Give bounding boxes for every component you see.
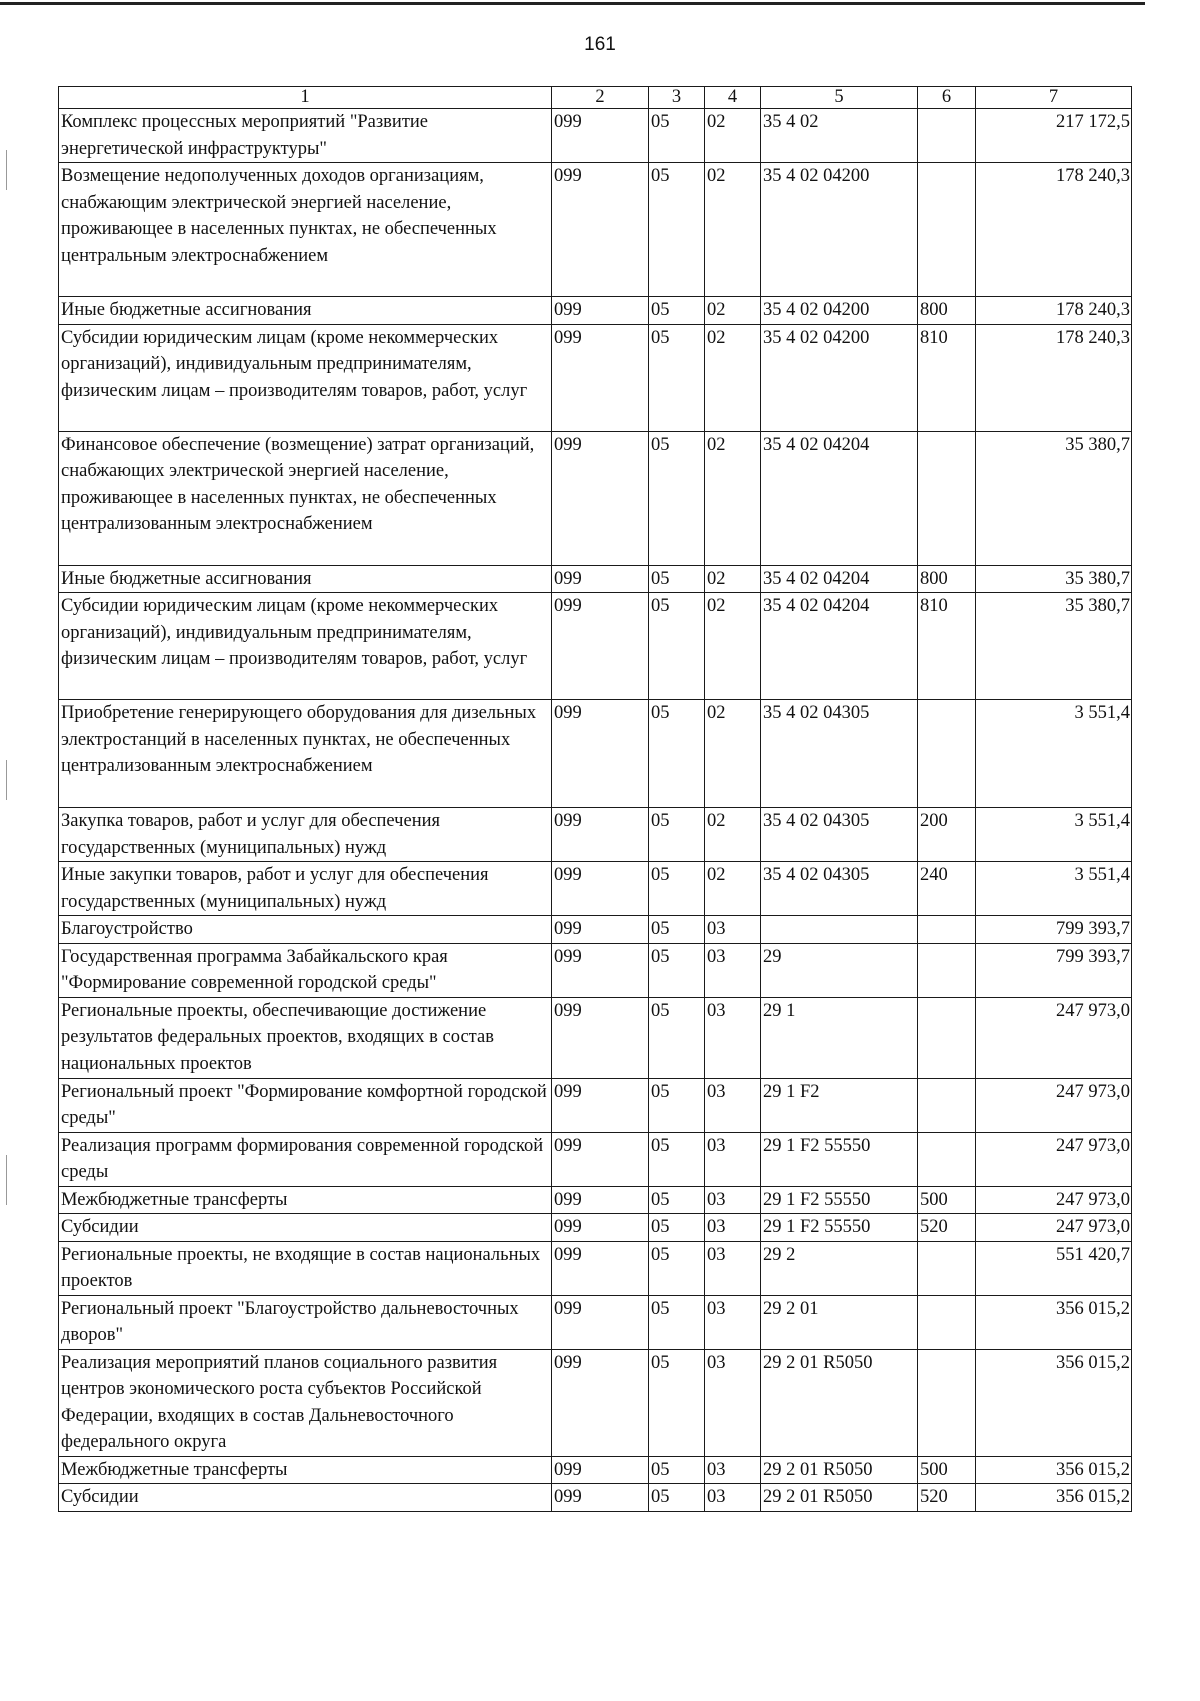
row-name-cell: Иные закупки товаров, работ и услуг для обеспечения государственных (муниципальных) нужд — [59, 862, 552, 916]
row-subsection-cell: 02 — [705, 565, 761, 593]
row-subsection-cell: 03 — [705, 997, 761, 1078]
row-amount-cell: 356 015,2 — [976, 1484, 1132, 1512]
table-row — [59, 431, 1132, 565]
row-name-cell: Субсидии юридическим лицам (кроме некоммерческих организаций), индивидуальным предпринимателям, физическим лицам – производителям товаров, работ, услуг — [59, 324, 552, 431]
row-name-cell: Реализация мероприятий планов социального развития центров экономического роста субъектов Российской Федерации, входящих в состав Дальневосточного федерального округа — [59, 1349, 552, 1456]
row-amount-cell: 356 015,2 — [976, 1295, 1132, 1349]
row-name-cell: Возмещение недополученных доходов организациям, снабжающим электрической энергией население, проживающее в населенных пунктах, не обеспеченных центральным электроснабжением — [59, 163, 552, 297]
row-amount-cell: 551 420,7 — [976, 1241, 1132, 1295]
row-section-cell: 05 — [649, 297, 705, 325]
row-name-cell: Региональные проекты, не входящие в состав национальных проектов — [59, 1241, 552, 1295]
row-code-cell: 099 — [552, 593, 649, 700]
row-name-cell: Субсидии — [59, 1214, 552, 1242]
row-section-cell: 05 — [649, 943, 705, 997]
row-target-article-cell: 35 4 02 04305 — [761, 700, 918, 808]
table-row — [59, 1241, 1132, 1295]
row-amount-cell: 35 380,7 — [976, 565, 1132, 593]
row-expense-type-cell — [918, 1349, 976, 1456]
row-code-cell: 099 — [552, 700, 649, 808]
row-target-article-cell: 29 2 01 — [761, 1295, 918, 1349]
row-target-article-cell: 29 — [761, 943, 918, 997]
row-subsection-cell: 03 — [705, 1186, 761, 1214]
row-target-article-cell: 29 1 F2 — [761, 1078, 918, 1132]
column-header: 6 — [918, 87, 976, 109]
column-header: 1 — [59, 87, 552, 109]
table-row — [59, 324, 1132, 431]
row-name-cell: Региональный проект "Благоустройство дальневосточных дворов" — [59, 1295, 552, 1349]
row-amount-cell: 247 973,0 — [976, 1132, 1132, 1186]
row-subsection-cell: 03 — [705, 1214, 761, 1242]
row-subsection-cell: 02 — [705, 808, 761, 862]
row-expense-type-cell: 500 — [918, 1456, 976, 1484]
row-target-article-cell: 29 2 01 R5050 — [761, 1484, 918, 1512]
column-header: 4 — [705, 87, 761, 109]
row-section-cell: 05 — [649, 324, 705, 431]
row-expense-type-cell — [918, 997, 976, 1078]
row-target-article-cell: 35 4 02 04200 — [761, 297, 918, 325]
row-section-cell: 05 — [649, 431, 705, 565]
column-header: 7 — [976, 87, 1132, 109]
scan-margin-mark — [6, 1155, 7, 1205]
row-subsection-cell: 02 — [705, 297, 761, 325]
row-subsection-cell: 03 — [705, 916, 761, 944]
row-target-article-cell: 29 2 01 R5050 — [761, 1349, 918, 1456]
row-subsection-cell: 02 — [705, 431, 761, 565]
row-name-cell: Межбюджетные трансферты — [59, 1456, 552, 1484]
row-target-article-cell: 29 2 — [761, 1241, 918, 1295]
row-expense-type-cell: 520 — [918, 1484, 976, 1512]
row-amount-cell: 178 240,3 — [976, 297, 1132, 325]
row-code-cell: 099 — [552, 808, 649, 862]
row-section-cell: 05 — [649, 916, 705, 944]
row-target-article-cell: 35 4 02 04204 — [761, 565, 918, 593]
row-expense-type-cell — [918, 1078, 976, 1132]
row-expense-type-cell — [918, 1295, 976, 1349]
column-header: 2 — [552, 87, 649, 109]
row-name-cell: Иные бюджетные ассигнования — [59, 565, 552, 593]
row-subsection-cell: 03 — [705, 1484, 761, 1512]
table-row — [59, 1132, 1132, 1186]
row-name-cell: Региональный проект "Формирование комфортной городской среды" — [59, 1078, 552, 1132]
row-subsection-cell: 02 — [705, 593, 761, 700]
table-row — [59, 297, 1132, 325]
row-code-cell: 099 — [552, 431, 649, 565]
row-code-cell: 099 — [552, 916, 649, 944]
row-expense-type-cell — [918, 431, 976, 565]
row-section-cell: 05 — [649, 997, 705, 1078]
row-name-cell: Межбюджетные трансферты — [59, 1186, 552, 1214]
row-code-cell: 099 — [552, 1186, 649, 1214]
row-target-article-cell — [761, 916, 918, 944]
column-header: 3 — [649, 87, 705, 109]
row-name-cell: Финансовое обеспечение (возмещение) затрат организаций, снабжающих электрической энергией население, проживающее в населенных пунктах, не обеспеченных централизованным электроснабжением — [59, 431, 552, 565]
row-target-article-cell: 29 1 F2 55550 — [761, 1186, 918, 1214]
table-row — [59, 109, 1132, 163]
row-subsection-cell: 03 — [705, 1456, 761, 1484]
table-header-row — [59, 87, 1132, 109]
row-code-cell: 099 — [552, 1214, 649, 1242]
row-section-cell: 05 — [649, 593, 705, 700]
row-subsection-cell: 02 — [705, 862, 761, 916]
row-amount-cell: 356 015,2 — [976, 1456, 1132, 1484]
row-subsection-cell: 03 — [705, 943, 761, 997]
row-section-cell: 05 — [649, 1078, 705, 1132]
row-section-cell: 05 — [649, 1349, 705, 1456]
table-row — [59, 163, 1132, 297]
row-amount-cell: 3 551,4 — [976, 808, 1132, 862]
row-expense-type-cell: 810 — [918, 324, 976, 431]
row-expense-type-cell — [918, 700, 976, 808]
table-row — [59, 1349, 1132, 1456]
row-subsection-cell: 02 — [705, 700, 761, 808]
row-target-article-cell: 35 4 02 04200 — [761, 163, 918, 297]
row-name-cell: Благоустройство — [59, 916, 552, 944]
row-subsection-cell: 03 — [705, 1295, 761, 1349]
row-subsection-cell: 02 — [705, 109, 761, 163]
row-section-cell: 05 — [649, 1456, 705, 1484]
row-name-cell: Региональные проекты, обеспечивающие достижение результатов федеральных проектов, входящих в состав национальных проектов — [59, 997, 552, 1078]
column-header: 5 — [761, 87, 918, 109]
row-amount-cell: 247 973,0 — [976, 997, 1132, 1078]
row-section-cell: 05 — [649, 1186, 705, 1214]
row-amount-cell: 217 172,5 — [976, 109, 1132, 163]
row-code-cell: 099 — [552, 565, 649, 593]
row-target-article-cell: 35 4 02 04305 — [761, 862, 918, 916]
table-row — [59, 593, 1132, 700]
row-target-article-cell: 29 1 F2 55550 — [761, 1132, 918, 1186]
table-row — [59, 1484, 1132, 1512]
row-expense-type-cell: 800 — [918, 297, 976, 325]
row-target-article-cell: 35 4 02 04305 — [761, 808, 918, 862]
row-name-cell: Комплекс процессных мероприятий "Развитие энергетической инфраструктуры" — [59, 109, 552, 163]
scan-margin-mark — [6, 150, 7, 190]
row-amount-cell: 247 973,0 — [976, 1078, 1132, 1132]
row-name-cell: Реализация программ формирования современной городской среды — [59, 1132, 552, 1186]
row-subsection-cell: 03 — [705, 1132, 761, 1186]
row-expense-type-cell: 240 — [918, 862, 976, 916]
table-row — [59, 1295, 1132, 1349]
table-row — [59, 1456, 1132, 1484]
row-subsection-cell: 02 — [705, 163, 761, 297]
row-section-cell: 05 — [649, 109, 705, 163]
row-section-cell: 05 — [649, 700, 705, 808]
row-expense-type-cell — [918, 916, 976, 944]
row-target-article-cell: 35 4 02 — [761, 109, 918, 163]
table-row — [59, 1078, 1132, 1132]
row-target-article-cell: 35 4 02 04200 — [761, 324, 918, 431]
row-expense-type-cell: 810 — [918, 593, 976, 700]
row-amount-cell: 247 973,0 — [976, 1186, 1132, 1214]
row-section-cell: 05 — [649, 1214, 705, 1242]
row-target-article-cell: 29 1 — [761, 997, 918, 1078]
row-target-article-cell: 29 1 F2 55550 — [761, 1214, 918, 1242]
table-row — [59, 997, 1132, 1078]
row-amount-cell: 178 240,3 — [976, 324, 1132, 431]
table-row — [59, 808, 1132, 862]
row-code-cell: 099 — [552, 943, 649, 997]
row-name-cell: Иные бюджетные ассигнования — [59, 297, 552, 325]
row-name-cell: Закупка товаров, работ и услуг для обеспечения государственных (муниципальных) нужд — [59, 808, 552, 862]
table-row — [59, 943, 1132, 997]
row-expense-type-cell — [918, 109, 976, 163]
row-amount-cell: 35 380,7 — [976, 431, 1132, 565]
row-expense-type-cell: 520 — [918, 1214, 976, 1242]
row-amount-cell: 35 380,7 — [976, 593, 1132, 700]
row-expense-type-cell — [918, 163, 976, 297]
row-amount-cell: 3 551,4 — [976, 700, 1132, 808]
row-name-cell: Субсидии юридическим лицам (кроме некоммерческих организаций), индивидуальным предпринимателям, физическим лицам – производителям товаров, работ, услуг — [59, 593, 552, 700]
row-subsection-cell: 03 — [705, 1078, 761, 1132]
table-row — [59, 1186, 1132, 1214]
row-amount-cell: 799 393,7 — [976, 916, 1132, 944]
page-number: 161 — [584, 34, 616, 55]
row-code-cell: 099 — [552, 1349, 649, 1456]
row-subsection-cell: 02 — [705, 324, 761, 431]
row-name-cell: Субсидии — [59, 1484, 552, 1512]
row-section-cell: 05 — [649, 1132, 705, 1186]
row-name-cell: Приобретение генерирующего оборудования для дизельных электростанций в населенных пунктах, не обеспеченных централизованным электроснабжением — [59, 700, 552, 808]
row-expense-type-cell: 800 — [918, 565, 976, 593]
row-code-cell: 099 — [552, 1456, 649, 1484]
row-target-article-cell: 35 4 02 04204 — [761, 431, 918, 565]
row-amount-cell: 799 393,7 — [976, 943, 1132, 997]
row-code-cell: 099 — [552, 109, 649, 163]
row-code-cell: 099 — [552, 297, 649, 325]
row-amount-cell: 356 015,2 — [976, 1349, 1132, 1456]
row-expense-type-cell — [918, 943, 976, 997]
row-code-cell: 099 — [552, 1484, 649, 1512]
row-amount-cell: 247 973,0 — [976, 1214, 1132, 1242]
table-row — [59, 1214, 1132, 1242]
row-subsection-cell: 03 — [705, 1349, 761, 1456]
row-expense-type-cell — [918, 1241, 976, 1295]
table-row — [59, 565, 1132, 593]
scan-edge-line — [0, 2, 1145, 5]
row-expense-type-cell: 200 — [918, 808, 976, 862]
row-section-cell: 05 — [649, 808, 705, 862]
row-section-cell: 05 — [649, 862, 705, 916]
row-section-cell: 05 — [649, 163, 705, 297]
row-code-cell: 099 — [552, 1078, 649, 1132]
row-name-cell: Государственная программа Забайкальского края "Формирование современной городской среды" — [59, 943, 552, 997]
row-section-cell: 05 — [649, 1484, 705, 1512]
row-code-cell: 099 — [552, 1241, 649, 1295]
table-row — [59, 916, 1132, 944]
table-row — [59, 700, 1132, 808]
row-section-cell: 05 — [649, 1241, 705, 1295]
row-section-cell: 05 — [649, 1295, 705, 1349]
row-code-cell: 099 — [552, 163, 649, 297]
row-code-cell: 099 — [552, 324, 649, 431]
row-code-cell: 099 — [552, 862, 649, 916]
row-subsection-cell: 03 — [705, 1241, 761, 1295]
row-section-cell: 05 — [649, 565, 705, 593]
row-expense-type-cell: 500 — [918, 1186, 976, 1214]
row-code-cell: 099 — [552, 997, 649, 1078]
row-amount-cell: 178 240,3 — [976, 163, 1132, 297]
row-code-cell: 099 — [552, 1132, 649, 1186]
table-row — [59, 862, 1132, 916]
budget-table — [58, 86, 1132, 1512]
row-expense-type-cell — [918, 1132, 976, 1186]
row-target-article-cell: 35 4 02 04204 — [761, 593, 918, 700]
row-amount-cell: 3 551,4 — [976, 862, 1132, 916]
row-code-cell: 099 — [552, 1295, 649, 1349]
scan-margin-mark — [6, 760, 7, 800]
row-target-article-cell: 29 2 01 R5050 — [761, 1456, 918, 1484]
